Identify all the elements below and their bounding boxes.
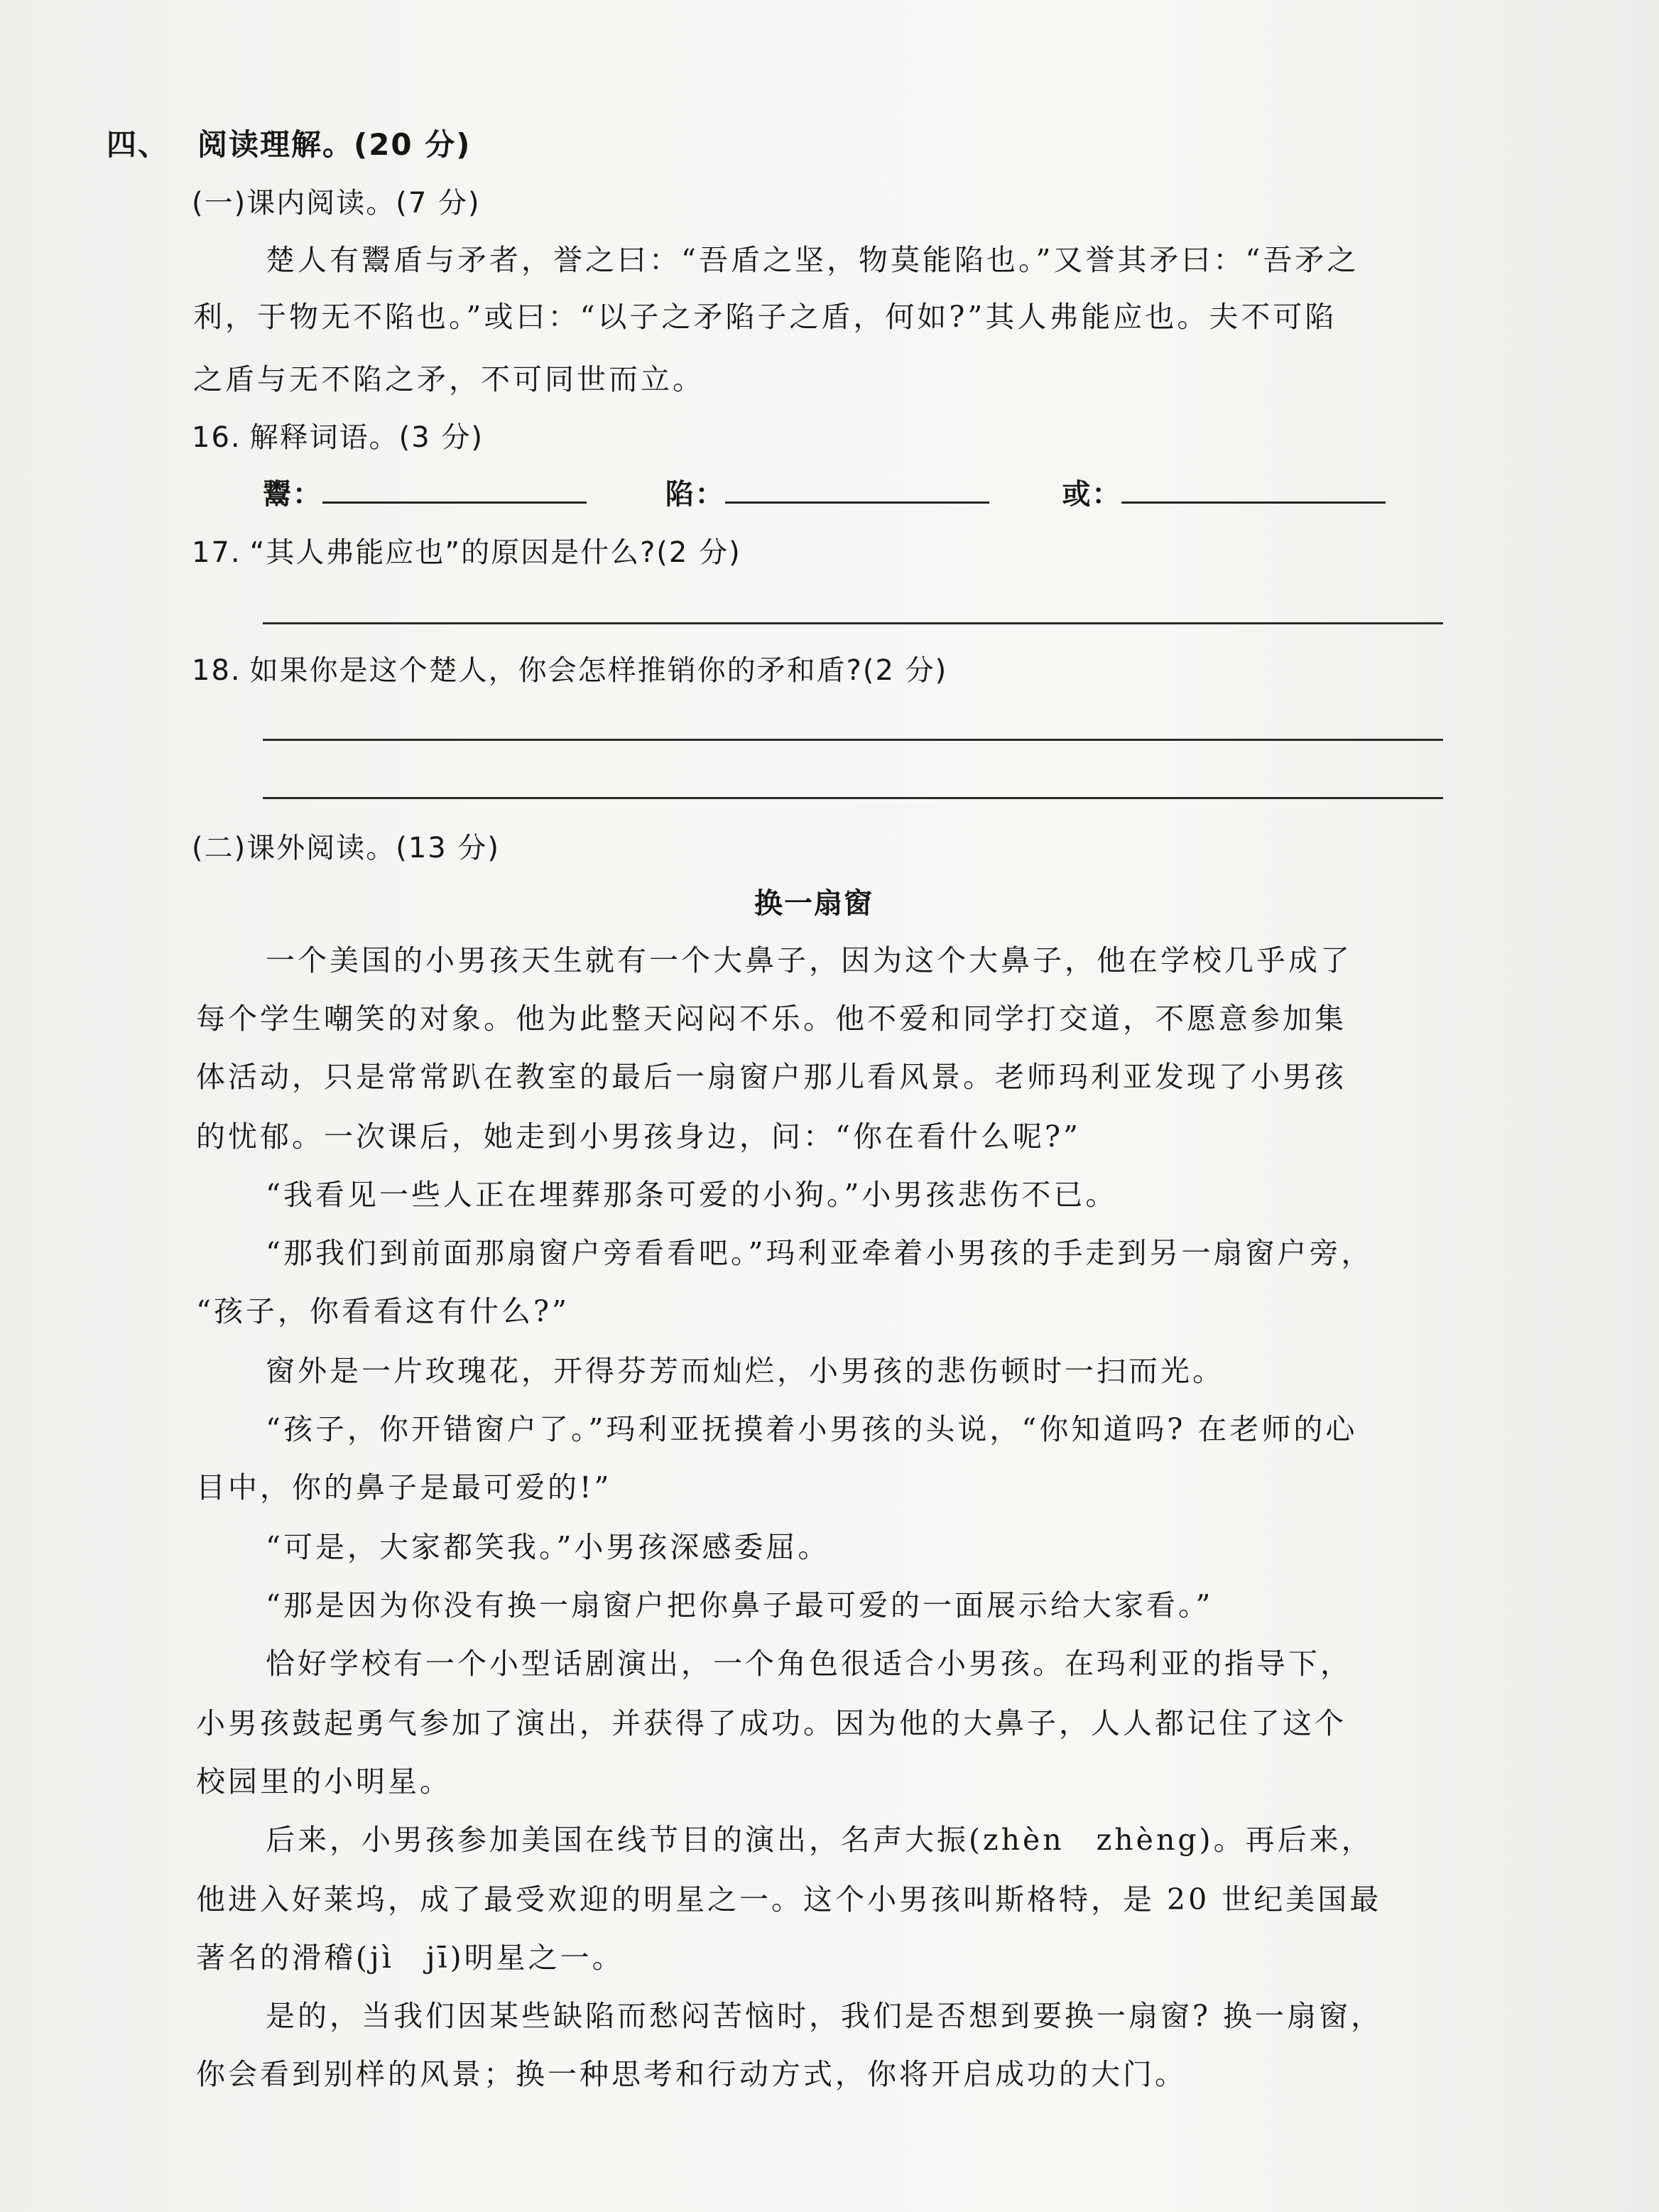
part2-passage-line: 你会看到别样的风景；换一种思考和行动方式，你将开启成功的大门。 xyxy=(196,2057,1187,2091)
part2-passage-line: 著名的滑稽(jì jī)明星之一。 xyxy=(196,1941,624,1975)
question-number: 18. xyxy=(192,654,241,687)
part2-passage-line: 是的，当我们因某些缺陷而愁闷苦恼时，我们是否想到要换一扇窗? 换一扇窗， xyxy=(266,1999,1383,2033)
part2-passage-line: “孩子，你看看这有什么?” xyxy=(196,1294,570,1328)
section-number: 四、 xyxy=(107,127,170,162)
answer-blank[interactable] xyxy=(1121,476,1386,504)
part1-passage-line: 利，于物无不陷也。”或曰：“以子之矛陷子之盾，何如?”其人弗能应也。夫不可陷 xyxy=(193,300,1337,334)
question-text: 如果你是这个楚人，你会怎样推销你的矛和盾?(2 分) xyxy=(249,654,948,687)
answer-line[interactable] xyxy=(263,622,1443,624)
part2-passage-line: 每个学生嘲笑的对象。他为此整天闷闷不乐。他不爱和同学打交道，不愿意参加集 xyxy=(196,1002,1347,1036)
part2-passage-line: 小男孩鼓起勇气参加了演出，并获得了成功。因为他的大鼻子，人人都记住了这个 xyxy=(196,1706,1347,1740)
part2-passage-line: “那是因为你没有换一扇窗户把你鼻子最可爱的一面展示给大家看。” xyxy=(266,1588,1214,1622)
part2-passage-line: “孩子，你开错窗户了。”玛利亚抚摸着小男孩的头说，“你知道吗? 在老师的心 xyxy=(266,1412,1358,1446)
question-18 xyxy=(192,651,947,690)
part2-passage-line: 窗外是一片玫瑰花，开得芬芳而灿烂，小男孩的悲伤顿时一扫而光。 xyxy=(266,1354,1224,1388)
part2-passage-line: 他进入好莱坞，成了最受欢迎的明星之一。这个小男孩叫斯格特，是 20 世纪美国最 xyxy=(196,1882,1382,1916)
question-16 xyxy=(192,418,484,457)
q16-fields xyxy=(263,475,1386,514)
field-label: 或： xyxy=(1062,478,1122,511)
part2-passage-line: “我看见一些人正在埋葬那条可爱的小狗。”小男孩悲伤不已。 xyxy=(266,1178,1118,1212)
part2-heading: (二)课外阅读。(13 分) xyxy=(192,832,501,864)
field-label: 鬻： xyxy=(263,478,322,511)
q16-field-huo xyxy=(1062,475,1386,514)
part2-passage-line: 目中，你的鼻子是最可爱的!” xyxy=(196,1470,612,1505)
q16-field-xian xyxy=(665,475,989,514)
part1-passage-line: 楚人有鬻盾与矛者，誉之曰：“吾盾之坚，物莫能陷也。”又誉其矛曰：“吾矛之 xyxy=(266,243,1359,277)
question-number: 17. xyxy=(192,536,241,569)
question-text: “其人弗能应也”的原因是什么?(2 分) xyxy=(249,536,741,569)
answer-line[interactable] xyxy=(263,797,1443,799)
part2-passage-line: 体活动，只是常常趴在教室的最后一扇窗户那儿看风景。老师玛利亚发现了小男孩 xyxy=(196,1060,1347,1094)
q16-field-yu xyxy=(263,475,587,514)
part2-passage-line: 恰好学校有一个小型话剧演出，一个角色很适合小男孩。在玛利亚的指导下， xyxy=(266,1647,1352,1681)
part2-passage-line: 后来，小男孩参加美国在线节目的演出，名声大振(zhèn zhèng)。再后来， xyxy=(266,1823,1374,1857)
part1-passage-line: 之盾与无不陷之矛，不可同世而立。 xyxy=(193,362,705,396)
section-heading xyxy=(107,125,471,165)
part2-passage-line: 一个美国的小男孩天生就有一个大鼻子，因为这个大鼻子，他在学校几乎成了 xyxy=(266,943,1352,977)
question-number: 16. xyxy=(192,421,241,454)
part2-passage-line: 的忧郁。一次课后，她走到小男孩身边，问：“你在看什么呢?” xyxy=(196,1119,1081,1154)
part2-passage-line: “那我们到前面那扇窗户旁看看吧。”玛利亚牵着小男孩的手走到另一扇窗户旁， xyxy=(266,1236,1374,1270)
question-17 xyxy=(192,533,741,573)
section-title: 阅读理解。(20 分) xyxy=(197,127,472,162)
part1-heading: (一)课内阅读。(7 分) xyxy=(192,187,481,219)
question-text: 解释词语。(3 分) xyxy=(249,421,484,454)
answer-blank[interactable] xyxy=(725,476,989,504)
passage-title: 换一扇窗 xyxy=(754,887,874,920)
part2-passage-line: “可是，大家都笑我。”小男孩深感委屈。 xyxy=(266,1530,830,1564)
part2-passage-line: 校园里的小明星。 xyxy=(196,1764,452,1799)
answer-blank[interactable] xyxy=(322,476,587,504)
field-label: 陷： xyxy=(665,478,725,511)
answer-line[interactable] xyxy=(263,739,1443,741)
